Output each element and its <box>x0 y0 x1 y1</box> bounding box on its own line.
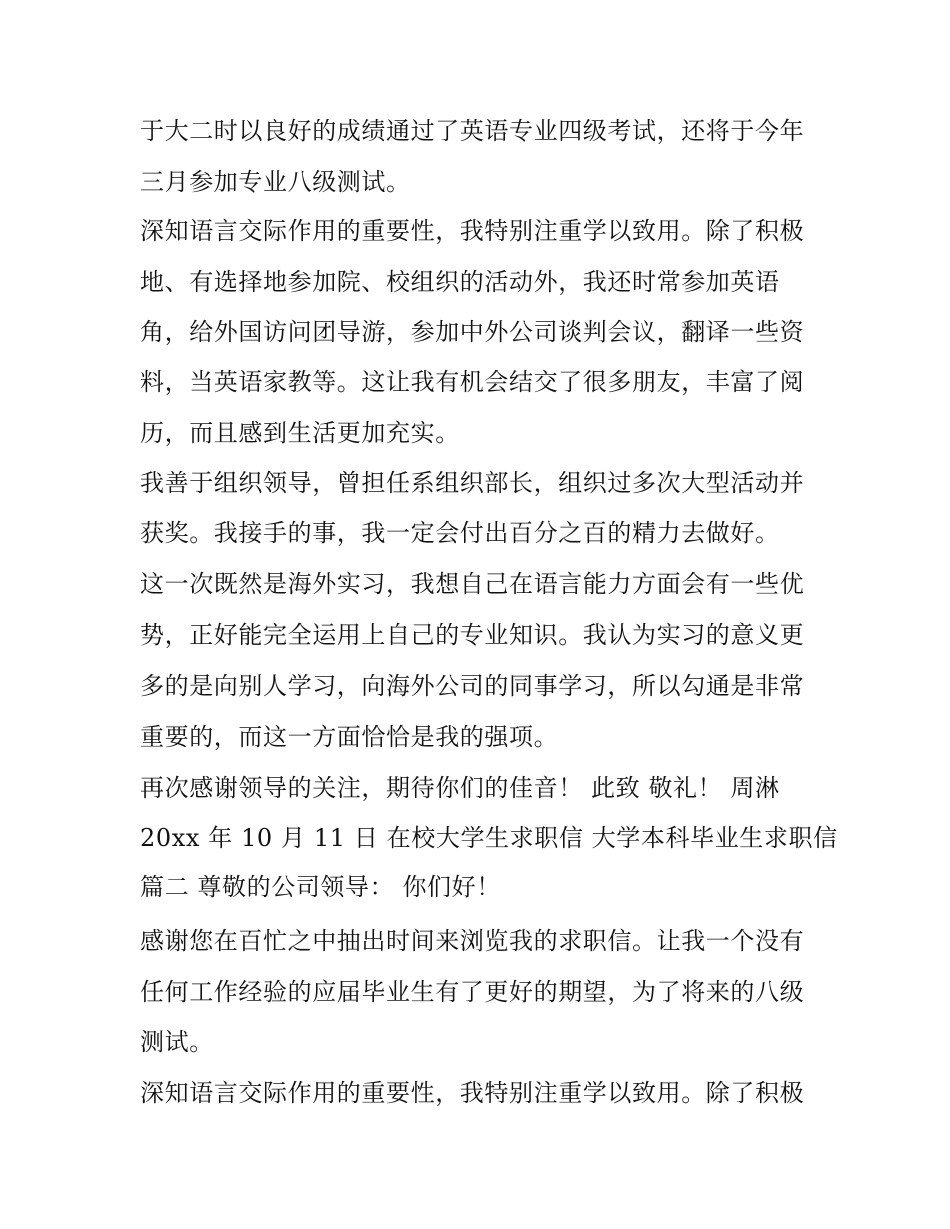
text-line: 料，当英语家教等。这让我有机会结交了很多朋友，丰富了阅 <box>140 368 805 396</box>
text-line: 这一次既然是海外实习，我想自己在语言能力方面会有一些优 <box>140 570 805 598</box>
text-line: 深知语言交际作用的重要性，我特别注重学以致用。除了积极 <box>140 217 805 245</box>
text-line: 感谢您在百忙之中抽出时间来浏览我的求职信。让我一个没有 <box>140 927 805 955</box>
text-line: 再次感谢领导的关注，期待你们的佳音！ 此致 敬礼！ 周淋 <box>140 774 780 802</box>
text-line: 角，给外国访问团导游，参加中外公司谈判会议，翻译一些资 <box>140 318 805 346</box>
text-line: 历，而且感到生活更加充实。 <box>140 419 460 447</box>
text-line: 我善于组织领导，曾担任系组织部长，组织过多次大型活动并 <box>140 469 805 497</box>
text-line: 20xx 年 10 月 11 日 在校大学生求职信 大学本科毕业生求职信 <box>140 824 838 852</box>
text-line: 篇二 尊敬的公司领导： 你们好！ <box>140 873 501 901</box>
text-line: 深知语言交际作用的重要性，我特别注重学以致用。除了积极 <box>140 1079 805 1107</box>
text-line: 获奖。我接手的事，我一定会付出百分之百的精力去做好。 <box>140 519 780 547</box>
text-line: 测试。 <box>140 1028 214 1056</box>
text-line: 任何工作经验的应届毕业生有了更好的期望，为了将来的八级 <box>140 978 805 1006</box>
text-line: 多的是向别人学习，向海外公司的同事学习，所以勾通是非常 <box>140 672 805 700</box>
text-line: 势，正好能完全运用上自己的专业知识。我认为实习的意义更 <box>140 621 805 649</box>
text-line: 三月参加专业八级测试。 <box>140 168 411 196</box>
text-line: 地、有选择地参加院、校组织的活动外，我还时常参加英语 <box>140 268 780 296</box>
text-line: 重要的，而这一方面恰恰是我的强项。 <box>140 723 559 751</box>
text-line: 于大二时以良好的成绩通过了英语专业四级考试，还将于今年 <box>140 117 805 145</box>
